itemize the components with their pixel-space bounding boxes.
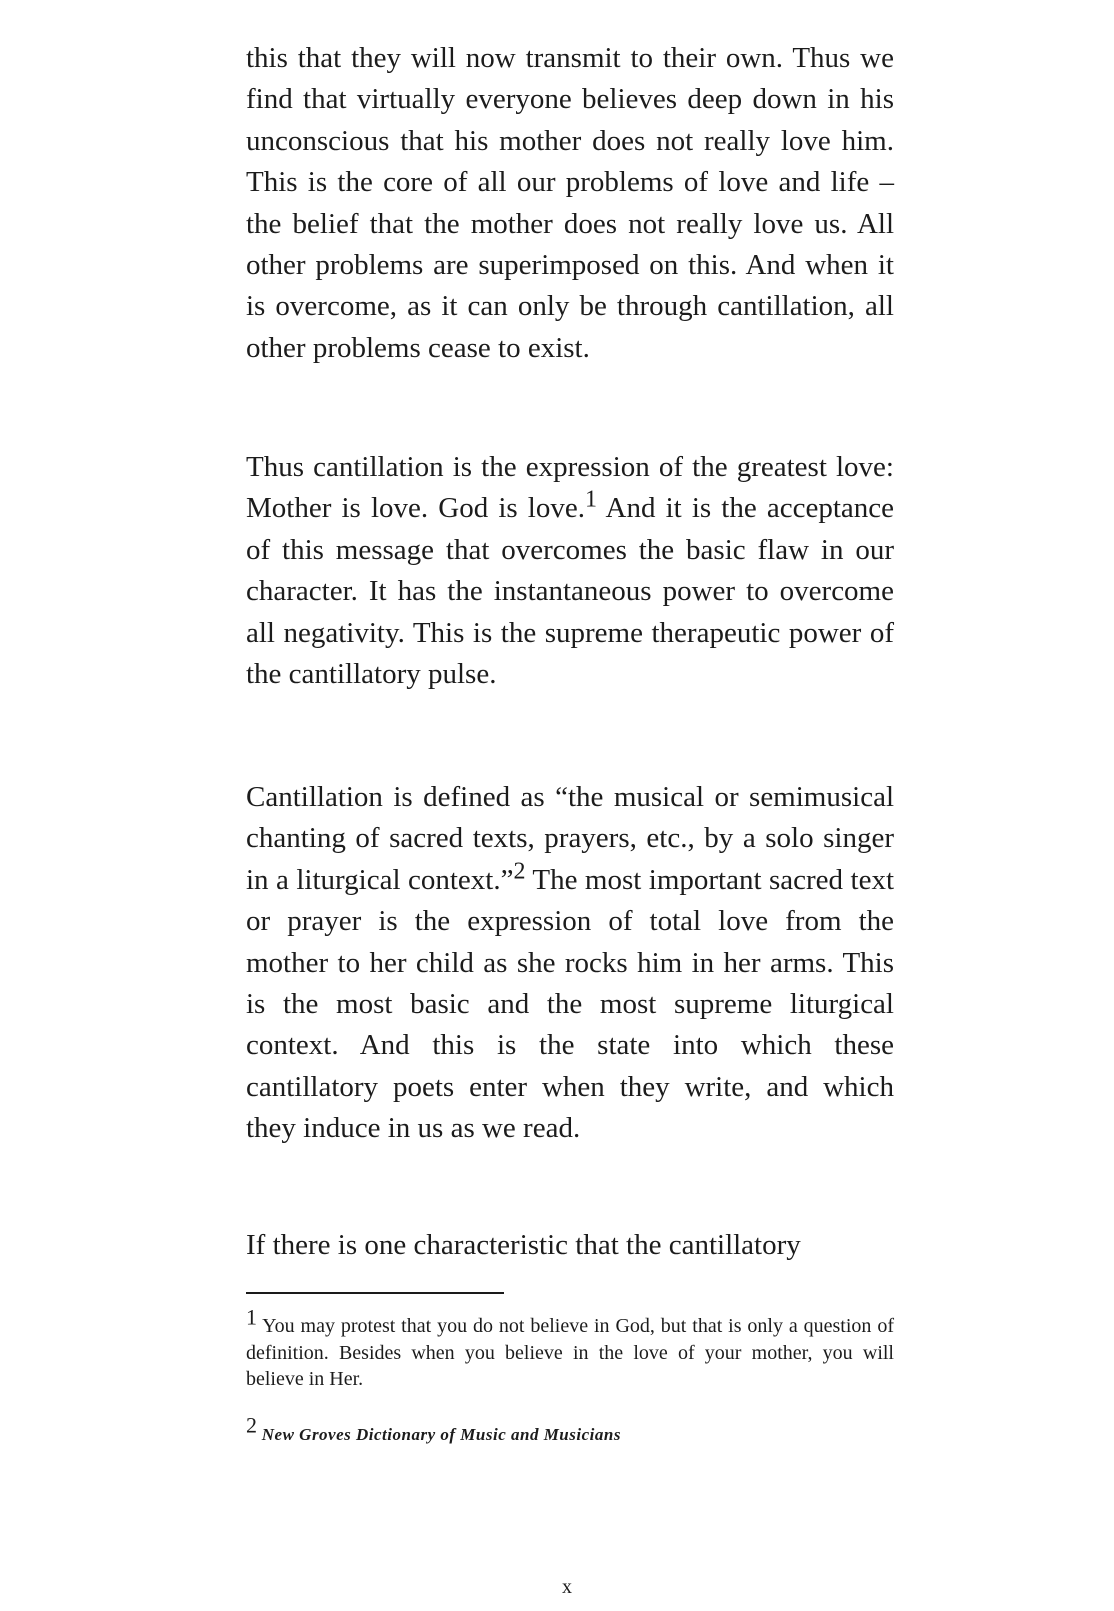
footnote-reference-2[interactable]: 2: [513, 858, 526, 885]
footnote-2-citation: New Groves Dictionary of Music and Musicians: [257, 1425, 621, 1444]
paragraph-4: If there is one characteristic that the cantillatory: [246, 1229, 801, 1261]
footnote-2-mark: 2: [246, 1412, 257, 1438]
paragraph-2-text-a: Thus cantillation is the expression of the greatest love: Mother is love. God is love.: [246, 451, 894, 525]
paragraph-3: [246, 777, 894, 1150]
paragraph-2: [246, 447, 894, 695]
footnote-1: [246, 1304, 894, 1393]
footnote-reference-1[interactable]: 1: [584, 486, 597, 513]
paragraph-1: this that they will now transmit to their own. Thus we find that virtually everyone believes deep down in his unconscious that his mother does not really love him. This is the core of all our problems of love and life – the belief that the mother does not really love us. All other problems are superimposed on this. And when it is overcome, as it can only be through cantillation, all other problems cease to exist.: [246, 42, 894, 364]
paragraph-3-text-b: The most important sacred text or prayer is the expression of total love from the mother to her child as she rocks him in her arms. This is the most basic and the most supreme liturgical context. And this is the state into which these cantillatory poets enter when they write, and which they induce in us as we read.: [246, 863, 895, 1145]
footnote-divider: [246, 1292, 504, 1294]
footnote-1-mark: 1: [246, 1304, 257, 1330]
page-number: x: [562, 1576, 572, 1598]
footnote-1-text: You may protest that you do not believe in God, but that is only a question of definition. Besides when you believe in the love of your mother, you will believe in Her.: [246, 1315, 894, 1390]
paragraph-2-text-b: And it is the acceptance of this message that overcomes the basic flaw in our character. It has the instantaneous power to overcome all negativity. This is the supreme therapeutic power of the cantillatory pulse.: [246, 492, 894, 691]
paragraph-3-text-a: Cantillation is defined as “the musical or semimusical chanting of sacred texts, prayers, etc., by a solo singer in a liturgical context.”: [246, 781, 894, 896]
footnote-2: [246, 1412, 894, 1449]
